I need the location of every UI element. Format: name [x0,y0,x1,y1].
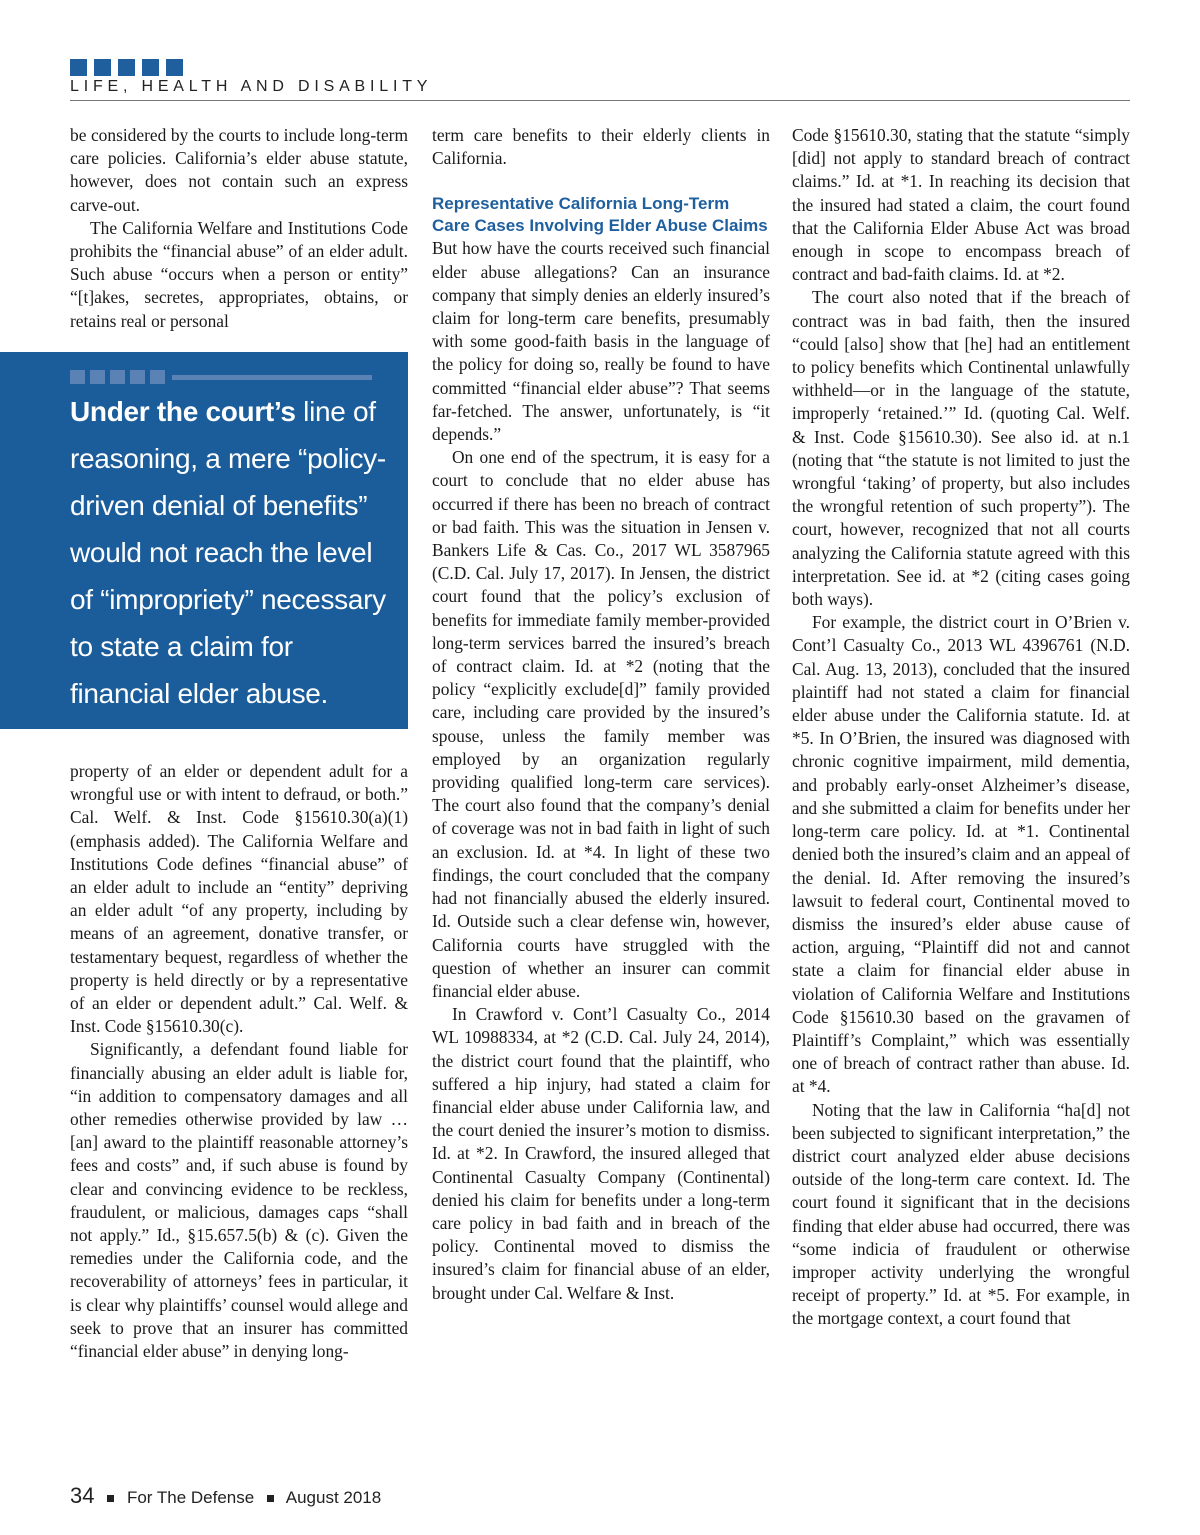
col2-paragraph-3: On one end of the spectrum, it is easy for a court to conclude that no elder abuse has occurred if there has been no breach of contract or bad faith. This was the situation in Jensen v. Bankers Life & Cas. Co., 2017 WL 3587965 (C.D. Cal. July 17, 2017). In Jensen, the district court found that the policy’s exclusion of benefits for immediate family member-provided long-term services barred the insured’s breach of contract claim. Id. at *2 (noting that the policy “explicitly exclude[d]” family provided care, including care provided by the insured’s spouse, unless the family member was employed by an organization regularly providing qualified long-term care services). The court also found that the company’s denial of coverage was not in bad faith in light of such an exclusion. Id. at *4. In light of these two findings, the court concluded that the company had not financially abused the elderly insured. Id. Outside such a clear defense win, however, California courts have struggled with the question of whether an insurer can commit financial elder abuse. [432,447,770,1001]
marker-square [70,59,87,76]
page-footer [70,1483,381,1509]
pull-quote-rest: line of reasoning, a mere “policy-driven denial of benefits” would not reach the level of “impropriety” necessary to state a claim for financial elder abuse. [70,396,386,709]
col3-paragraph-3: For example, the district court in O’Brien v. Cont’l Casualty Co., 2013 WL 4396761 (N.D. Cal. Aug. 13, 2013), concluded that the insured plaintiff had not stated a claim for financial elder abuse under the California statute. Id. at *5. In O’Brien, the insured was diagnosed with chronic cognitive impairment, mild dementia, and probably early-onset Alzheimer’s disease, and she submitted a claim for benefits under her long-term care policy. Id. at *1. Continental denied both the insured’s claim and an appeal of the denial. Id. After removing the insured’s lawsuit to federal court, Continental moved to dismiss the insured’s elder abuse cause of action, arguing, “Plaintiff did not and cannot state a claim for financial elder abuse in violation of California Welfare and Institutions Code §15610.30 based on the gravamen of Plaintiff’s Complaint,” which was essentially one of breach of contract rather than abuse. Id. at *4. [792,612,1130,1097]
footer-separator [107,1495,114,1502]
issue-date: August 2018 [285,1488,382,1507]
pq-square [130,370,145,384]
pq-square [150,370,165,384]
pull-quote-text [70,388,388,717]
pull-quote-marker [70,370,388,384]
marker-square [118,59,135,76]
column-1-continued [70,760,408,1363]
pq-square [70,370,85,384]
marker-square [166,59,183,76]
col3-paragraph-1: Code §15610.30, stating that the statute “simply [did] not apply to standard breach of contract claims.” Id. at *1. In reaching its decision that the insured had stated a claim, the court found that the California Elder Abuse Act was broad enough in scope to encompass breach of contract and bad-faith claims. Id. at *2. [792,125,1130,285]
column-1 [70,124,408,333]
col2-paragraph-2: But how have the courts received such financial elder abuse allegations? Can an insurance company that simply denies an elderly insured’s claim for long-term care benefits, presumably with some good-faith basis in the language of the policy for doing so, really be found to have committed “financial elder abuse”? That seems far-fetched. The answer, unfortunately, is “it depends.” [432,238,770,445]
pull-quote-bold: Under the court’s [70,396,296,427]
section-label: LIFE, HEALTH AND DISABILITY [70,78,433,95]
publication-name: For The Defense [126,1488,255,1507]
col1-paragraph-2: The California Welfare and Institutions Code prohibits the “financial abuse” of an elder adult. Such abuse “occurs when a person or entity” “[t]akes, secretes, appropriates, obtains, or retains real or personal [70,217,408,331]
footer-separator [267,1495,274,1502]
col2-paragraph-4: In Crawford v. Cont’l Casualty Co., 2014 WL 10988334, at *2 (C.D. Cal. July 24, 2014), the district court found that the plaintiff, who suffered a hip injury, had stated a claim for financial elder abuse under California law, and the court denied the insurer’s motion to dismiss. Id. at *2. In Crawford, the insured alleged that Continental Casualty Company (Continental) denied his claim for benefits under a long-term care policy in bad faith and in breach of the policy. Continental moved to dismiss the insured’s claim for financial abuse of an elder, brought under Cal. Welfare & Inst. [432,1004,770,1303]
col3-paragraph-4: Noting that the law in California “ha[d] not been subjected to significant interpretation,” the district court analyzed elder abuse decisions outside of the long-term care context. Id. The court found it significant that in the decisions finding that elder abuse had occurred, there was “some indicia of fraudulent or otherwise improper activity underlying the wrongful receipt of property.” Id. at *5. For example, in the mortgage context, a court found that [792,1099,1130,1329]
col1-paragraph-1: be considered by the courts to include long-term care policies. California’s elder abuse statute, however, does not contain such an express carve-out. [70,125,408,215]
col3-paragraph-2: The court also noted that if the breach of contract was in bad faith, then the insured “could [also] show that [he] had an entitlement to policy benefits which Continental unlawfully withheld—or in the language of the statute, improperly ‘retained.’” Id. (quoting Cal. Welf. & Inst. Code §15610.30). See also id. at n.1 (noting that “the statute is not limited to just the wrongful ‘taking’ of property, but also includes the wrongful retention of such property”). The court, however, recognized that not all courts analyzing the California statute agreed with this interpretation. See id. at *2 (citing cases going both ways). [792,287,1130,610]
pq-square [110,370,125,384]
column-2 [432,124,770,1305]
pull-quote [0,352,408,729]
section-heading: Representative California Long-Term Care Cases Involving Elder Abuse Claims [432,194,768,236]
pq-square [90,370,105,384]
column-3 [792,124,1130,1331]
header-rule [70,100,1130,101]
col2-paragraph-1: term care benefits to their elderly clients in California. [432,125,770,169]
marker-square [94,59,111,76]
page-number: 34 [70,1483,95,1508]
col1-paragraph-4: Significantly, a defendant found liable for financially abusing an elder adult is liable for, “in addition to compensatory damages and all other remedies otherwise provided by law … [an] award to the plaintiff reasonable attorney’s fees and costs” and, if such abuse is found by clear and convincing evidence to be reckless, fraudulent, or malicious, damages caps “shall not apply.” Id., §15.657.5(b) & (c). Given the remedies under the California code, and the recoverability of attorneys’ fees in particular, it is clear why plaintiffs’ counsel would allege and seek to prove that an insurer has committed “financial elder abuse” in denying long- [70,1039,408,1362]
marker-square [142,59,159,76]
pq-rule [172,375,372,380]
section-marker-squares [70,59,183,76]
col1-paragraph-3: property of an elder or dependent adult for a wrongful use or with intent to defraud, or both.” Cal. Welf. & Inst. Code §15610.30(a)(1) (emphasis added). The California Welfare and Institutions Code defines “financial abuse” of an elder adult to include an “entity” depriving an elder adult “of any property, including by means of an agreement, donative transfer, or testamentary bequest, regardless of whether the property is held directly or by a representative of an elder or dependent adult.” Cal. Welf. & Inst. Code §15610.30(c). [70,761,408,1037]
